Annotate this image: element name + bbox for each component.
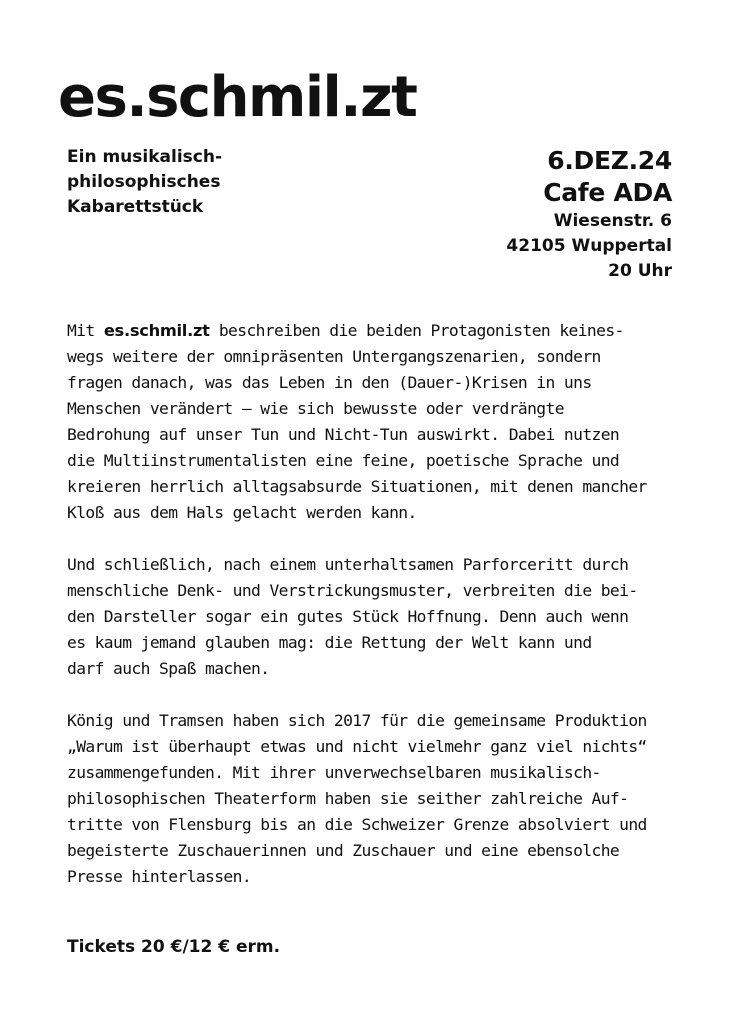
text-line: wegs weitere der omnipräsenten Untergangszenarien, sondern xyxy=(67,347,601,366)
paragraph-hope xyxy=(67,552,687,682)
event-venue: Cafe ADA xyxy=(543,178,672,207)
text-line: begeisterte Zuschauerinnen und Zuschauer und eine ebensolche xyxy=(67,841,620,860)
event-info xyxy=(506,145,672,284)
subtitle-line: Kabarettstück xyxy=(67,197,204,217)
text-line: menschliche Denk- und Verstrickungsmuster, verbreiten die bei- xyxy=(67,581,638,600)
show-name-inline: es.schmil.zt xyxy=(103,321,210,340)
text-line: „Warum ist überhaupt etwas und nicht vielmehr ganz viel nichts“ xyxy=(67,737,647,756)
text-fragment: Mit xyxy=(67,321,104,340)
text-fragment: beschreiben die beiden Protagonisten keines- xyxy=(209,321,624,340)
text-line: Und schließlich, nach einem unterhaltsamen Parforceritt durch xyxy=(67,555,629,574)
description xyxy=(67,318,687,916)
event-city: 42105 Wuppertal xyxy=(506,236,672,256)
text-line: zusammengefunden. Mit ihrer unverwechselbaren musikalisch- xyxy=(67,763,601,782)
event-date: 6.DEZ.24 xyxy=(547,146,672,175)
ticket-prices: Tickets 20 €/12 € erm. xyxy=(67,937,281,957)
show-title: es.schmil.zt xyxy=(58,65,417,130)
text-line: kreieren herrlich alltagsabsurde Situationen, mit denen mancher xyxy=(67,477,647,496)
subtitle-line: Ein musikalisch- xyxy=(67,147,223,167)
text-line: tritte von Flensburg bis an die Schweizer Grenze absolviert und xyxy=(67,815,647,834)
text-line: Bedrohung auf unser Tun und Nicht-Tun auswirkt. Dabei nutzen xyxy=(67,425,620,444)
show-subtitle xyxy=(67,145,222,220)
event-street: Wiesenstr. 6 xyxy=(553,211,672,231)
text-line: Kloß aus dem Hals gelacht werden kann. xyxy=(67,503,417,522)
paragraph-intro xyxy=(67,318,687,526)
text-line: die Multiinstrumentalisten eine feine, poetische Sprache und xyxy=(67,451,620,470)
text-line: fragen danach, was das Leben in den (Dauer-)Krisen in uns xyxy=(67,373,592,392)
text-line: es kaum jemand glauben mag: die Rettung der Welt kann und xyxy=(67,633,592,652)
event-time: 20 Uhr xyxy=(608,261,672,281)
text-line: König und Tramsen haben sich 2017 für die gemeinsame Produktion xyxy=(67,711,647,730)
text-line: Presse hinterlassen. xyxy=(67,867,252,886)
text-line: Menschen verändert – wie sich bewusste oder verdrängte xyxy=(67,399,564,418)
text-line: darf auch Spaß machen. xyxy=(67,659,270,678)
text-line xyxy=(67,318,687,344)
paragraph-history xyxy=(67,708,687,890)
text-line: philosophischen Theaterform haben sie seither zahlreiche Auf- xyxy=(67,789,629,808)
subtitle-line: philosophisches xyxy=(67,172,221,192)
text-line: den Darsteller sogar ein gutes Stück Hoffnung. Denn auch wenn xyxy=(67,607,629,626)
